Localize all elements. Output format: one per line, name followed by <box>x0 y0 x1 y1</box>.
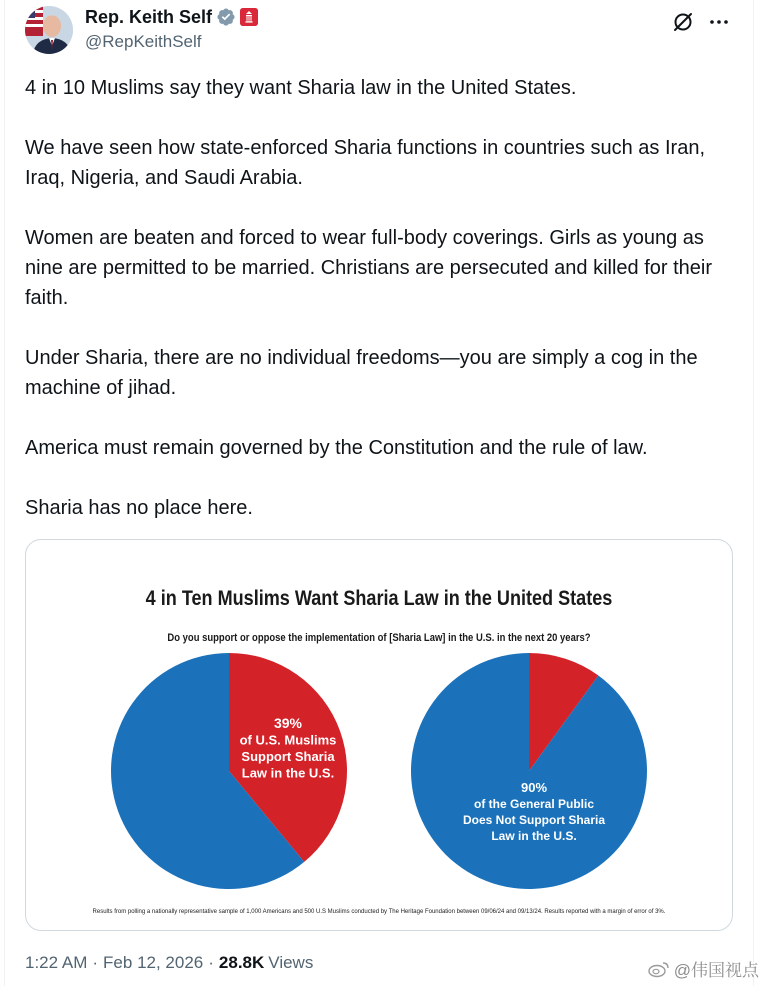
tweet-paragraph: Women are beaten and forced to wear full-body coverings. Girls as young as nine are permitted to be married. Christians are persecuted and killed for their faith. <box>25 227 718 309</box>
tweet-text <box>25 73 740 553</box>
pie-label-line: Law in the U.S. <box>491 829 577 843</box>
views-label: Views <box>268 953 314 972</box>
pie-label-line: Law in the U.S. <box>241 765 335 781</box>
tweet-date[interactable]: Feb 12, 2026 <box>103 953 204 972</box>
pie-charts <box>26 540 733 931</box>
author-display-name[interactable]: Rep. Keith Self <box>85 6 213 27</box>
tweet-header <box>25 6 735 56</box>
more-options-icon[interactable] <box>707 10 731 34</box>
pie-label-line: 90% <box>520 780 548 795</box>
chart-footnote: Results from polling a nationally representative sample of 1,000 Americans and 500 U.S Muslims conducted by The Heritage Foundation between 09/06/24 and 09/13/24. Results reported with a margin of error of 3%. <box>92 909 666 915</box>
tweet-paragraph: America must remain governed by the Constitution and the rule of law. <box>25 437 648 459</box>
tweet-paragraph: Under Sharia, there are no individual freedoms—you are simply a cog in the machine of jihad. <box>25 347 704 399</box>
pie-label-line: of U.S. Muslims <box>239 732 337 748</box>
chart-title: 4 in Ten Muslims Want Sharia Law in the United States <box>145 587 613 610</box>
author-handle[interactable]: @RepKeithSelf <box>85 32 202 51</box>
pie-label-line: Support Sharia <box>241 749 335 764</box>
pie-label-line: 39% <box>273 715 303 731</box>
tweet-paragraph: 4 in 10 Muslims say they want Sharia law in the United States. <box>25 77 577 99</box>
tweet-time[interactable]: 1:22 AM <box>25 953 88 972</box>
government-badge-icon <box>240 8 258 26</box>
meta-separator: · <box>92 953 99 972</box>
verified-badge-icon <box>216 7 236 27</box>
tweet-meta <box>25 953 313 973</box>
weibo-icon <box>648 960 670 978</box>
tweet-media-image[interactable] <box>25 539 733 931</box>
pie-label-line: Does Not Support Sharia <box>462 813 606 827</box>
grok-icon[interactable] <box>671 10 695 34</box>
pie-label-line: of the General Public <box>473 797 595 811</box>
tweet-paragraph: Sharia has no place here. <box>25 497 253 519</box>
meta-separator: · <box>208 953 214 972</box>
views-count: 28.8K <box>218 953 265 972</box>
avatar[interactable] <box>25 6 73 54</box>
chart-subtitle: Do you support or oppose the implementation of [Sharia Law] in the U.S. in the next 20 years? <box>167 632 591 644</box>
pie-slice <box>411 653 647 889</box>
watermark <box>648 956 759 981</box>
tweet-paragraph: We have seen how state-enforced Sharia functions in countries such as Iran, Iraq, Nigeria, and Saudi Arabia. <box>25 137 711 189</box>
watermark-text: @伟国视点 <box>673 961 759 980</box>
